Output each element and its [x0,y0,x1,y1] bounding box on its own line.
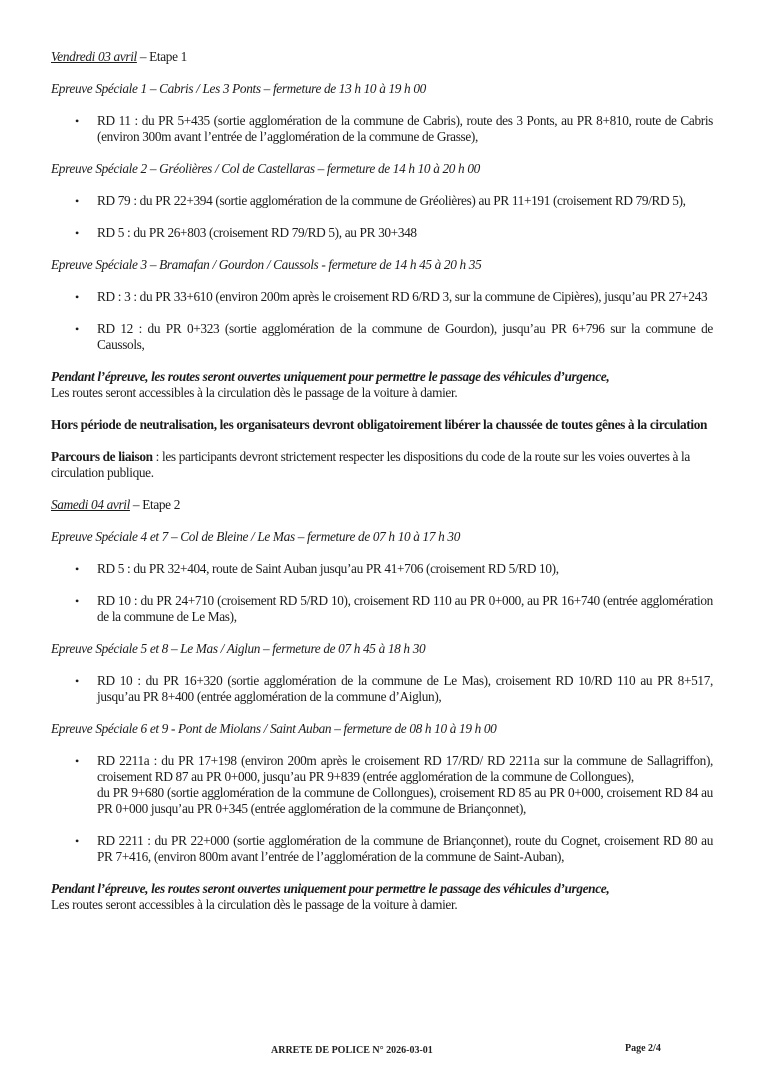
day-heading-etape-2 [51,497,713,513]
road-item: • RD 5 : du PR 26+803 (croisement RD 79/RD 5), au PR 30+348 [75,225,417,240]
bullet-icon: • [75,594,79,608]
road-list [51,561,713,625]
road-continuation: du PR 9+680 (sortie agglomération de la commune de Collongues), croisement RD 85 au PR 0+000, croisement RD 84 au PR 0+000 jusqu’au PR 0+345 (entrée agglomération de la commune de Briançonnet), [97,785,713,816]
bullet-icon: • [75,674,79,688]
bullet-icon: • [75,834,79,848]
road-item: • RD 2211a : du PR 17+198 (environ 200m après le croisement RD 17/RD/ RD 2211a sur la commune de Sallagriffon), croisement RD 87 au PR 0+000, jusqu’au PR 9+839 (entrée agglomération de la commune de Collongues), du PR 9+680 (sortie agglomération de la commune de Collongues), croisement RD 85 au PR 0+000, croisement RD 84 au PR 0+000 jusqu’au PR 0+345 (entrée agglomération de la commune de Briançonnet), [75,753,713,816]
footer-reference: ARRETE DE POLICE N° 2026-03-01 [271,1045,433,1056]
bullet-icon: • [75,562,79,576]
road-item: • RD 12 : du PR 0+323 (sortie agglomération de la commune de Gourdon), jusqu’au PR 6+796 sur la commune de Caussols, [75,321,713,352]
road-item: • RD 10 : du PR 24+710 (croisement RD 5/RD 10), croisement RD 110 au PR 0+000, au PR 16+740 (entrée agglomération de la commune de Le Mas), [75,593,713,624]
day-heading-etape-1 [51,49,713,65]
emergency-note-text: Les routes seront accessibles à la circulation dès le passage de la voiture à damier. [51,897,458,912]
bullet-icon: • [75,114,79,128]
liaison-paragraph [51,449,713,481]
day-date: Samedi 04 avril [51,497,130,512]
bullet-icon: • [75,322,79,336]
bullet-icon: • [75,226,79,240]
liaison-text: : les participants devront strictement respecter les dispositions du code de la route sur les voies ouvertes à la circulation publique. [51,449,690,480]
road-item: • RD : 3 : du PR 33+610 (environ 200m après le croisement RD 6/RD 3, sur la commune de Cipières), jusqu’au PR 27+243 [75,289,708,304]
liaison-label: Parcours de liaison [51,449,153,464]
road-item: • RD 11 : du PR 5+435 (sortie agglomération de la commune de Cabris), route des 3 Ponts, au PR 8+810, route de Cabris (environ 300m avant l’entrée de l’agglomération de la commune de Grasse), [75,113,713,144]
page-number: Page 2/4 [625,1043,661,1054]
road-list [51,289,713,353]
etape-label: – Etape 1 [136,49,187,64]
epreuve-title: Epreuve Spéciale 2 – Gréolières / Col de Castellaras – fermeture de 14 h 10 à 20 h 00 [51,161,480,176]
bullet-icon: • [75,754,79,768]
road-item: • RD 5 : du PR 32+404, route de Saint Auban jusqu’au PR 41+706 (croisement RD 5/RD 10), [75,561,559,576]
road-item: • RD 10 : du PR 16+320 (sortie agglomération de la commune de Le Mas), croisement RD 10/RD 110 au PR 8+517, jusqu’au PR 8+400 (entrée agglomération de la commune d’Aiglun), [75,673,713,704]
emergency-note-text: Les routes seront accessibles à la circulation dès le passage de la voiture à damier. [51,385,458,400]
epreuve-title: Epreuve Spéciale 6 et 9 - Pont de Miolans / Saint Auban – fermeture de 08 h 10 à 19 h 00 [51,721,497,736]
road-item: • RD 79 : du PR 22+394 (sortie agglomération de la commune de Gréolières) au PR 11+191 (croisement RD 79/RD 5), [75,193,686,208]
road-list [51,193,713,241]
epreuve-title: Epreuve Spéciale 1 – Cabris / Les 3 Ponts – fermeture de 13 h 10 à 19 h 00 [51,81,426,96]
road-list [51,753,713,865]
epreuve-title: Epreuve Spéciale 4 et 7 – Col de Bleine / Le Mas – fermeture de 07 h 10 à 17 h 30 [51,529,460,544]
hors-periode-paragraph: Hors période de neutralisation, les organisateurs devront obligatoirement libérer la chaussée de toutes gênes à la circulation [51,417,708,432]
etape-label: – Etape 2 [129,497,180,512]
document-page [51,49,713,929]
day-date: Vendredi 03 avril [51,49,137,64]
emergency-note [51,369,713,401]
bullet-icon: • [75,194,79,208]
road-item: • RD 2211 : du PR 22+000 (sortie agglomération de la commune de Briançonnet), route du Cognet, croisement RD 80 au PR 7+416, (environ 800m avant l’entrée de l’agglomération de la commune de Saint-Auban), [75,833,713,864]
epreuve-title: Epreuve Spéciale 3 – Bramafan / Gourdon / Caussols - fermeture de 14 h 45 à 20 h 35 [51,257,482,272]
epreuve-title: Epreuve Spéciale 5 et 8 – Le Mas / Aiglun – fermeture de 07 h 45 à 18 h 30 [51,641,426,656]
road-list [51,113,713,145]
road-list [51,673,713,705]
emergency-note-emphasis: Pendant l’épreuve, les routes seront ouvertes uniquement pour permettre le passage des véhicules d’urgence, [51,881,610,896]
emergency-note [51,881,713,913]
bullet-icon: • [75,290,79,304]
emergency-note-emphasis: Pendant l’épreuve, les routes seront ouvertes uniquement pour permettre le passage des véhicules d’urgence, [51,369,610,384]
